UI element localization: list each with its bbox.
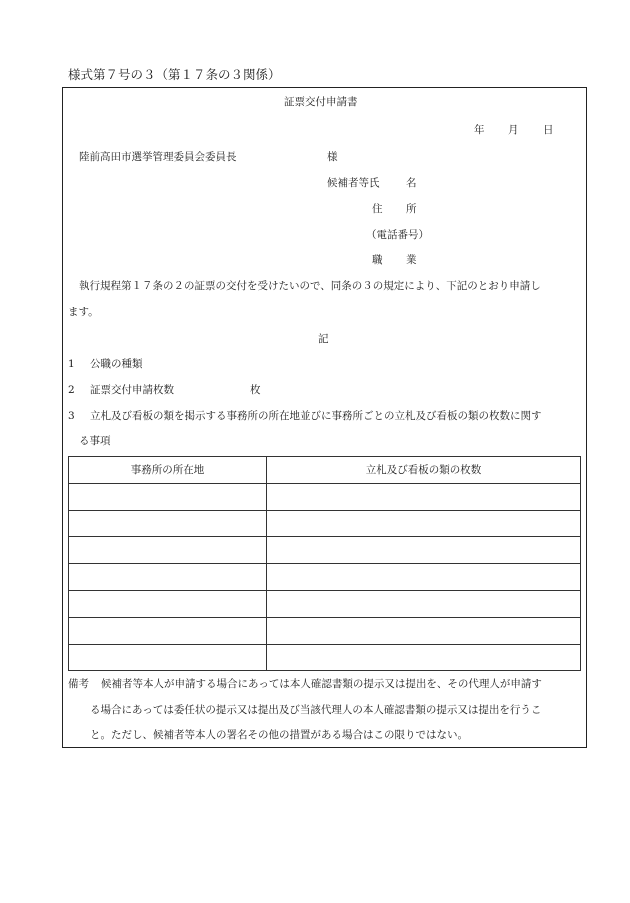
applicant-address-label-a: 住	[372, 203, 383, 215]
table-cell-location[interactable]	[69, 483, 267, 510]
applicant-name-label-a: 候補者等氏	[327, 177, 380, 189]
addressee-honorific: 様	[327, 151, 338, 163]
remarks-line-2: る場合にあっては委任状の提示又は提出及び当該代理人の本人確認書類の提示又は提出を行うこ	[90, 704, 542, 716]
applicant-phone-label: （電話番号）	[366, 229, 429, 241]
form-title: 証票交付申請書	[284, 96, 358, 108]
table-cell-count[interactable]	[267, 537, 581, 564]
applicant-occupation-label-a: 職	[372, 254, 383, 266]
table-row	[69, 564, 581, 591]
table-cell-location[interactable]	[69, 564, 267, 591]
form-number-label: 様式第７号の３（第１７条の３関係）	[68, 67, 281, 82]
table-cell-location[interactable]	[69, 537, 267, 564]
office-table	[68, 456, 581, 671]
item-1-number: 1	[68, 358, 75, 370]
table-cell-location[interactable]	[69, 617, 267, 644]
table-row	[69, 644, 581, 671]
body-text-line-1: 執行規程第１７条の２の証票の交付を受けたいので、同条の３の規定により、下記のとおり申請し	[79, 280, 541, 292]
date-year: 年	[474, 124, 485, 136]
remarks-label: 備考	[68, 678, 89, 690]
remarks-line-3: と。ただし、候補者等本人の署名その他の措置がある場合はこの限りではない。	[90, 729, 468, 741]
item-2-number: 2	[68, 384, 75, 396]
item-2-text: 証票交付申請枚数	[90, 384, 174, 396]
item-2-unit: 枚	[250, 384, 261, 396]
applicant-address-label-b: 所	[406, 203, 417, 215]
item-3-number: 3	[68, 410, 75, 422]
table-row	[69, 617, 581, 644]
table-cell-location[interactable]	[69, 644, 267, 671]
table-cell-location[interactable]	[69, 590, 267, 617]
table-cell-count[interactable]	[267, 617, 581, 644]
addressee-name: 陸前高田市選挙管理委員会委員長	[79, 151, 237, 163]
table-cell-count[interactable]	[267, 644, 581, 671]
table-row	[69, 483, 581, 510]
table-row	[69, 510, 581, 537]
ki-heading: 記	[318, 333, 329, 345]
item-3-text: 立札及び看板の類を掲示する事務所の所在地並びに事務所ごとの立札及び看板の類の枚数に関す	[90, 410, 542, 422]
applicant-occupation-label-b: 業	[406, 254, 417, 266]
table-header-office-location: 事務所の所在地	[69, 457, 267, 484]
date-day: 日	[543, 124, 554, 136]
table-cell-count[interactable]	[267, 564, 581, 591]
table-cell-count[interactable]	[267, 590, 581, 617]
table-header-row	[69, 457, 581, 484]
date-month: 月	[508, 124, 519, 136]
table-row	[69, 590, 581, 617]
item-3-text-continued: る事項	[79, 435, 111, 447]
item-1-text: 公職の種類	[90, 358, 143, 370]
table-cell-count[interactable]	[267, 483, 581, 510]
remarks-line-1: 候補者等本人が申請する場合にあっては本人確認書類の提示又は提出を、その代理人が申請す	[101, 678, 542, 690]
body-text-line-2: ます。	[68, 306, 99, 318]
table-cell-count[interactable]	[267, 510, 581, 537]
table-header-sign-count: 立札及び看板の類の枚数	[267, 457, 581, 484]
table-cell-location[interactable]	[69, 510, 267, 537]
table-row	[69, 537, 581, 564]
applicant-name-label-b: 名	[406, 177, 417, 189]
